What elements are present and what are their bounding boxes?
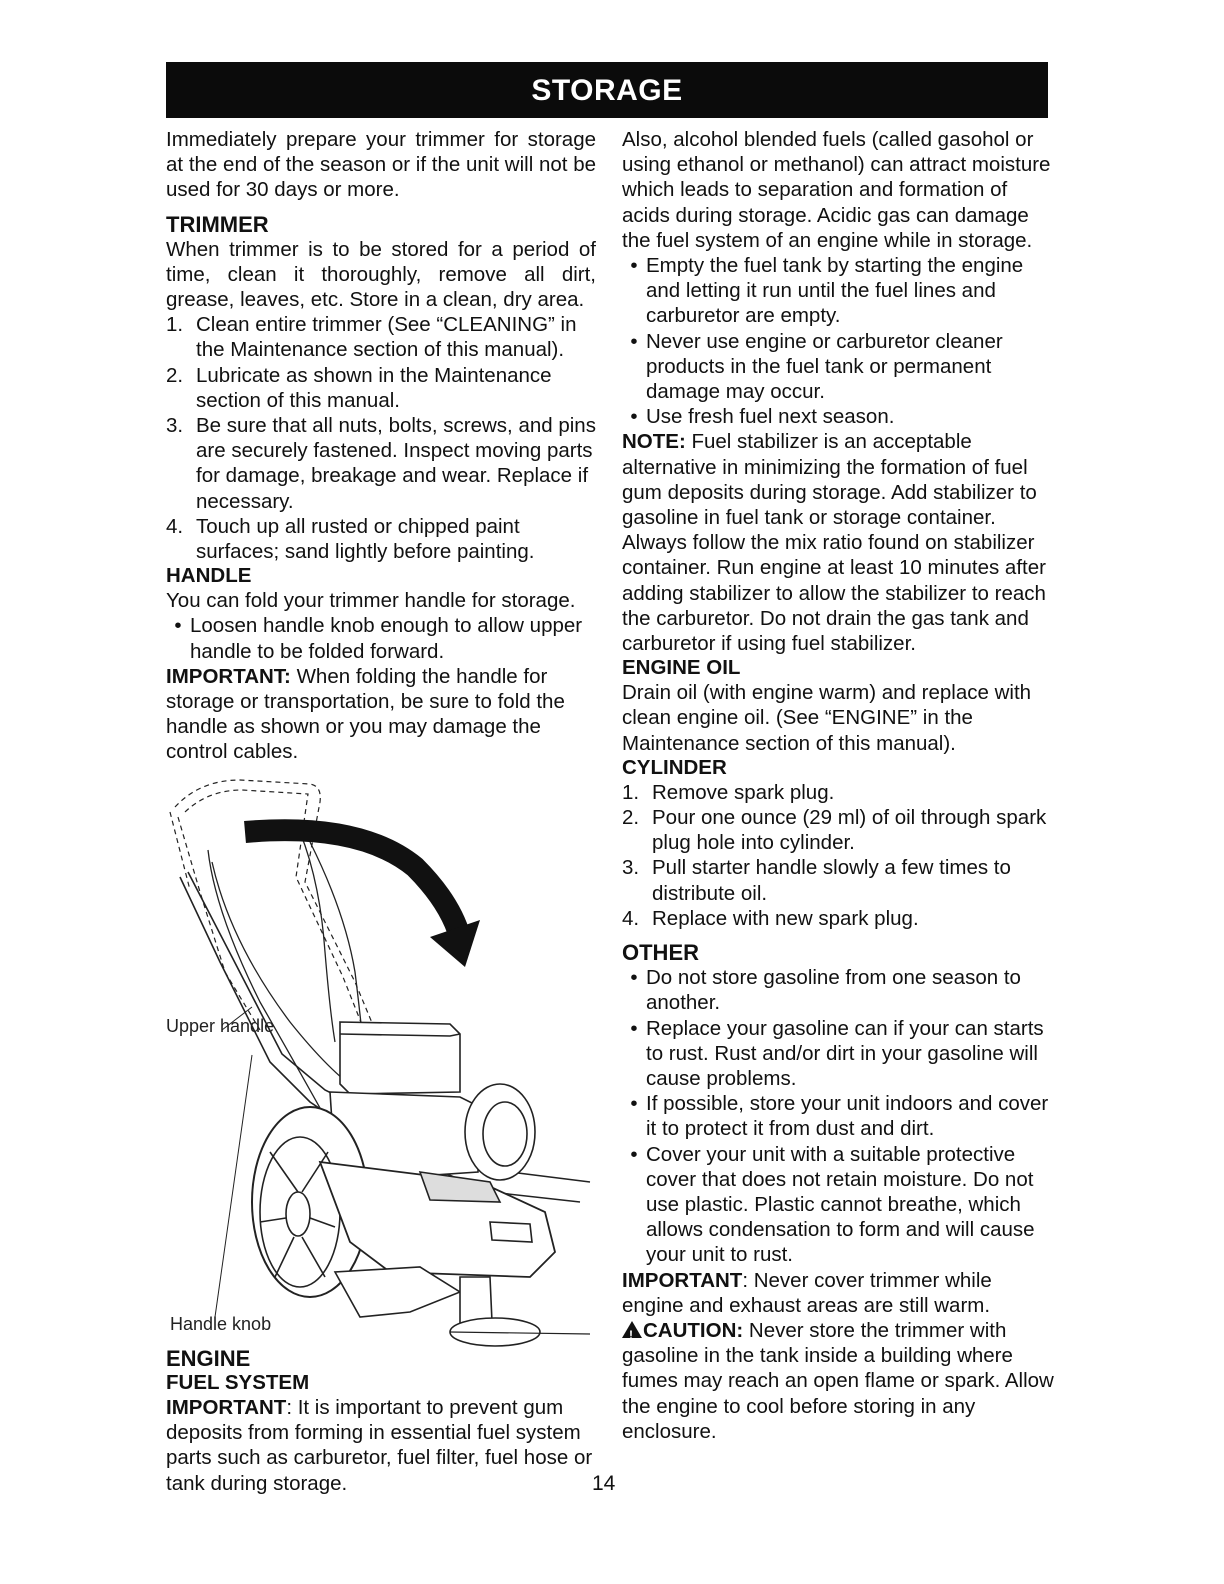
trimmer-heading: TRIMMER bbox=[166, 211, 269, 237]
engine-section bbox=[166, 1346, 596, 1496]
left-column bbox=[166, 127, 596, 765]
list-item: • Empty the fuel tank by starting the engine and letting it run until the fuel lines and carburetor are empty. bbox=[630, 254, 1024, 328]
list-item: • If possible, store your unit indoors and cover it to protect it from dust and dirt. bbox=[630, 1092, 1049, 1141]
right-column bbox=[622, 127, 1054, 1444]
warning-icon bbox=[622, 1321, 642, 1338]
engine-oil-heading: ENGINE OIL bbox=[622, 656, 741, 680]
intro-paragraph: Immediately prepare your trimmer for storage at the end of the season or if the unit will not be used for 30 days or more. bbox=[166, 128, 596, 202]
trimmer-paragraph: When trimmer is to be stored for a period of time, clean it thoroughly, remove all dirt, grease, leaves, etc. Store in a clean, dry area. bbox=[166, 237, 596, 312]
cylinder-heading: CYLINDER bbox=[622, 755, 727, 779]
other-heading: OTHER bbox=[622, 940, 699, 966]
list-item: • Loosen handle knob enough to allow upper handle to be folded forward. bbox=[174, 614, 583, 663]
page-number: 14 bbox=[592, 1472, 616, 1495]
trimmer-drawing bbox=[160, 772, 600, 1362]
list-item: 4. Replace with new spark plug. bbox=[622, 906, 919, 930]
list-item: 3. Pull starter handle slowly a few times to distribute oil. bbox=[622, 856, 1011, 905]
fuel-system-paragraph: IMPORTANT: It is important to prevent gum deposits from forming in essential fuel system parts such as carburetor, fuel filter, fuel hose or tank during storage. bbox=[166, 1396, 593, 1495]
list-item: 1. Remove spark plug. bbox=[622, 780, 835, 804]
list-item: 4. Touch up all rusted or chipped paint surfaces; sand lightly before painting. bbox=[166, 514, 535, 564]
handle-heading: HANDLE bbox=[166, 564, 252, 588]
list-item: • Cover your unit with a suitable protective cover that does not retain moisture. Do not use plastic. Plastic cannot breathe, which allows condensation to form and will cause your unit to rust. bbox=[630, 1142, 1035, 1267]
list-item: 2. Pour one ounce (29 ml) of oil through spark plug hole into cylinder. bbox=[622, 806, 1047, 855]
note-paragraph: NOTE: Fuel stabilizer is an acceptable alternative in minimizing the formation of fuel gum deposits during storage. Add stabilizer to gasoline in fuel tank or storage container. Always follow the mix ratio found on stabilizer container. Run engine at least 10 minutes after adding stabilizer to allow the stabilizer to reach the carburetor. Do not drain the gas tank and carburetor if using fuel stabilizer. bbox=[622, 430, 1046, 656]
handle-paragraph: You can fold your trimmer handle for storage. bbox=[166, 589, 576, 613]
upper-handle-label: Upper handle bbox=[166, 1016, 275, 1036]
engine-oil-paragraph: Drain oil (with engine warm) and replace with clean engine oil. (See “ENGINE” in the Maintenance section of this manual). bbox=[622, 681, 1032, 755]
list-item: 1. Clean entire trimmer (See “CLEANING” in the Maintenance section of this manual). bbox=[166, 313, 577, 362]
list-item: • Never use engine or carburetor cleaner products in the fuel tank or permanent damage may occur. bbox=[630, 329, 1003, 404]
list-item: 2. Lubricate as shown in the Maintenance section of this manual. bbox=[166, 363, 552, 412]
trimmer-steps bbox=[166, 312, 596, 564]
other-important: IMPORTANT: Never cover trimmer while engine and exhaust areas are still warm. bbox=[622, 1268, 992, 1317]
list-item: • Replace your gasoline can if your can starts to rust. Rust and/or dirt in your gasoline will cause problems. bbox=[630, 1016, 1044, 1090]
list-item: • Do not store gasoline from one season to another. bbox=[630, 966, 1021, 1015]
fuel-system-heading: FUEL SYSTEM bbox=[166, 1371, 310, 1394]
trimmer-folding-illustration bbox=[160, 772, 600, 1362]
engine-heading: ENGINE bbox=[166, 1346, 251, 1371]
list-item: 3. Be sure that all nuts, bolts, screws, and pins are securely fastened. Inspect moving parts for damage, breakage and wear. Replace if necessary. bbox=[166, 414, 596, 513]
caution-paragraph: !CAUTION: Never store the trimmer with gasoline in the tank inside a building where fumes may reach an open flame or spark. Allow the engine to cool before storing in any enclosure. bbox=[622, 1318, 1054, 1444]
page-title-banner: STORAGE bbox=[166, 62, 1048, 118]
handle-knob-label: Handle knob bbox=[170, 1314, 272, 1334]
handle-important: IMPORTANT: When folding the handle for storage or transportation, be sure to fold the handle as shown or you may damage the control cables. bbox=[166, 664, 565, 764]
list-item: • Use fresh fuel next season. bbox=[630, 405, 895, 429]
alcohol-paragraph: Also, alcohol blended fuels (called gasohol or using ethanol or methanol) can attract moisture which leads to separation and formation of acids during storage. Acidic gas can damage the fuel system of an engine while in storage. bbox=[622, 128, 1051, 252]
